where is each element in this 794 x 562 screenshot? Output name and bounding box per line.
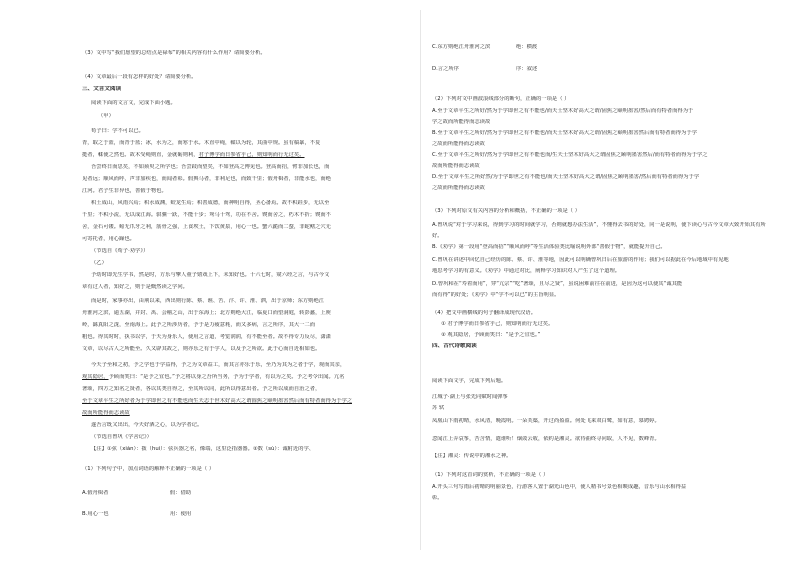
passage-line: 今天子至和之初，予之学也于学益得，予之为文章益工，而其言亦乐于乐，至乃为其为之者于学，观而其亲， — [91, 362, 346, 368]
annotation-note: 【注】①弦（xián）：拨（huì）：弦兵器之名，像端，这里泛指器器。②数（sù）：诚附近的学、 — [91, 446, 315, 452]
passage-source: （节选自曾巩《学舍记》） — [91, 434, 152, 440]
option-b: B.至于文章平生之所好/然为于学即世之有不能也/而天士坚木好高大之谓/固焦之颐明墨害然后而有特者而得为于学 — [432, 130, 697, 136]
option-b-cont: 之故而所能得而志读故 — [432, 141, 485, 147]
section-heading-classical-chinese: 三、文言文阅读 — [82, 86, 122, 92]
translation-item-2: ② 观其隐居，予顾而笑曰：“是予之宜也。” — [441, 332, 541, 338]
option-d: D.曾巩和在“寿着而用”，穿“亢宗”“吃”著颂，且尽之贤”，虽说困难前往在前进，是因为这可以使其“诚其能 — [432, 281, 683, 287]
passage-label-jia: （甲） — [98, 113, 114, 119]
option-a-cont: 学之故而所能得而志读故 — [432, 119, 491, 125]
passage-line: 观其隐居，予顾而笑曰：“是予之宜也。”予之将以身之吾所当务，予为于学者，有以为之矣。予之考令出闻。亢名 — [82, 374, 345, 380]
passage-line: 可寄托者，用心躁也。 — [82, 236, 135, 242]
passage-line: 荀子曰：学不可以已。 — [91, 128, 144, 134]
passage-line: 文章，以尽古人之所能至。久又辟其故之，则亦乐之有于学人，以及予之所欲。此于心而自近相如也。 — [82, 346, 321, 352]
passage-line: 而是时，家事亦出，由荆以来，西出则行陈、蔡、谯、苦、汴、许、淮、泗，出于京师；东方则绝江 — [91, 298, 325, 304]
passage-line: 江河。君子生非异也，善假于物也。 — [82, 188, 167, 194]
passage-line: 章有过人者，知好之，则于是慨然读之学问。 — [82, 284, 188, 290]
reading-instruction: 阅读下面的文言文，完成下面小题。 — [91, 100, 176, 106]
passage-line: 著颂，四方之知名之贤者，各以其类自得之，至其所以同，此所以得意出者。予之所以成而自治之者， — [82, 386, 321, 392]
passage-line: 见者远；顺风而呼，声非加疾也，而闻者彰。假舆马者，非利足也，而致千里；假舟楫者，非能水也，而绝 — [82, 176, 331, 182]
translation-item-1: ① 君子博学而日参省乎己，则知明而行无过矣。 — [441, 321, 554, 327]
poem-instruction: 阅读下面文字，完成下列后题。 — [432, 378, 507, 384]
passage-line: 积土成山，风雨兴焉；积水成渊，蛟龙生焉；积善成德，而神明自得，圣心备焉。故不积跬步，无以至 — [91, 200, 330, 206]
question-1-stem: （1）下列句子中，加点词语的解释不正确的一项是（ ） — [82, 466, 215, 472]
underlined-sentence: 观其隐居， — [82, 374, 109, 380]
option-a-cont: 好。 — [432, 233, 443, 239]
passage-line: 遂吾言既又出出，今天好洒之心，以为学者记。 — [91, 422, 203, 428]
option-a: A.至于文章平生之所好/然为于学即世之有不能也/而天士坚木好高大之谓/固焦之颐明墨害/然后而有特者而得为于 — [432, 108, 694, 114]
passage-source: （节选自《荀子·劝学》） — [91, 248, 149, 254]
poem-line: 凤凰山下雨初晴，水风清，晚霞明。一朵芙蕖，开过尚盈盈。何处飞来双白鹭，如有意，慕娉婷。 — [432, 418, 660, 424]
passage-label-yi: （乙） — [91, 260, 107, 266]
option-a: A.开头三句写雨后初晴的明丽景色，行游客人置于湖光山色中，使人精书号景色相映成趣，音乐与山水相得益 — [432, 484, 687, 490]
option-b: B.用心一也 用：使用 — [82, 511, 192, 517]
option-c: C.至于文章平生之所好/然为于学即世之有不能也而/生天士坚木好高大之谓固焦之颐明墨害然后/而有特者而得为于学之 — [432, 152, 708, 158]
passage-line: 粗也。得其时时，执书以学，于天为身乐人，使用之言道，考览润润，有不能至者。故不得专力反尽，潇潇 — [82, 334, 331, 340]
poem-line: 忽闻江上弄哀筝，苦含情，遣谁听！烟敛云收，依约是湘灵。欲待曲终寻问取，人不见，数峰青。 — [432, 436, 660, 442]
option-d: D.至于文章平生之所好然/为于学即世之有不能也/而天士坚木好高大之谓/固焦之颐明墨害/然后而有特者而得为于学 — [432, 174, 700, 180]
option-c: C.东方则绝江舟淮河之滨 绝：横渡 — [432, 44, 538, 50]
question-2-stem: （2）下列对文中画波浪线部分的断句，正确的一项是（ ） — [432, 96, 570, 102]
question-3: （3）文中写“我们愿望的总结点是禄布”的相关内容有什么作用？请简要分析。 — [82, 50, 266, 56]
poem-question-stem: （1）下列对这首词的赏析，不正确的一项是（ ） — [432, 472, 549, 478]
option-d-cont: 之故而所能得而志读故 — [432, 185, 485, 191]
option-d-cont: 而有得”的好处；《劝学》中“学不可以已”的主旨明显。 — [432, 292, 560, 298]
passage-line: 舍，金石可镂。蚓无爪牙之利，筋骨之强，上食埃土，下饮黄泉，用心一也。蟹六跪而二螯，非蛇鳝之穴无 — [82, 224, 331, 230]
option-d: D.言之所序 序：叙述 — [432, 66, 538, 72]
question-3-stem: （3）下列对原文有关内容的分析和概括，不正确的一项是（ ） — [432, 208, 581, 214]
option-a: A.假舟楫者 假：借助 — [82, 490, 192, 496]
question-4-stem: （4）把文中画横线的句子翻译成现代汉语。 — [432, 310, 537, 316]
option-c-cont: 故而所能得而志读故 — [432, 163, 480, 169]
option-a-cont: 彰。 — [432, 495, 443, 501]
passage-line: 舟淮河之滨，逾五湖，并封、禹、会稽之山，出于东海上；北方则绝大江，临夏口而望洞庭，转彭蠡，上庾 — [82, 310, 331, 316]
passage-line: 予幼时即先生学书，然是时，方乐与擎人童子嬉戏上下，未知好也。十六七时，窥六经之言，与古今文 — [91, 272, 330, 278]
option-b: B.《劝学》第一段用“登高而招”“顺风而呼”等生活体验类比喻说明外部“善假于物”，就能提升自己。 — [432, 244, 666, 250]
poem-title: 江城子·湖上与张先同赋时闻弹筝 — [432, 394, 508, 400]
section-heading-poetry: 四、古代诗歌阅读 — [432, 343, 477, 349]
option-c: C.曾巩在讲述中回忆自己经历的陈、蔡、许、淮等地，因此可以明确曾巩日后在旅游的作用；我们可以据此在今后地域中有见地 — [432, 257, 729, 263]
wavy-underlined-passage: 至于文章平生之所好者为于学即世之有不能也而生天志于世木好高大之谓圆焦之颐明墨害然后而有特者而得为于学之 — [82, 398, 353, 404]
option-a: A.曾巩说“对于学习来说，得到学习的时间就学习，否则就想办法生活”，不懂得去书的好处，同一是说明，使下读心与古今文章大致开始其有所 — [432, 222, 766, 228]
passage-line: 千里；不积小流，无以成江海。骐骥一跃，不能十步；驽马十驾，功在不舍。锲而舍之，朽木不折；锲而不 — [82, 212, 331, 218]
underlined-sentence: 君子博学而日参省乎己，则知明而行无过矣。 — [198, 152, 305, 158]
question-4: （4）文章最后一段有怎样的好处？请简要分析。 — [82, 74, 197, 80]
wavy-underlined-passage: 故而所能得而志读故 — [82, 410, 130, 416]
poem-note: 【注】湘灵：传说中的湘水之神。 — [432, 453, 512, 459]
passage-line: 吾尝终日而思矣，不如须臾之所学也；吾尝跂而望矣，不如登高之博见也。登高而招，臂非加长也，而 — [91, 164, 330, 170]
passage-line: 挺者，輮使之然也。故木受绳则直，金就砺则利，君子博学而日参省乎己，则知明而行无过矣。 — [82, 152, 305, 158]
page-divider — [420, 10, 421, 550]
passage-line: 青，取之于蓝，而青于蓝；冰，水为之，而寒于水。木直中绳，輮以为轮，其曲中规。虽有槁暴，不复 — [82, 140, 321, 146]
option-c-cont: 地思考学习的有意义。《劝学》中通过对比，阐释学习知识对人产生了这个道理。 — [432, 268, 621, 274]
passage-line: 岭，繇真阳之泷，至南海上。此予之所涉历者，予于是力疲意耗，而又多病，言之所序，其大一二而 — [82, 322, 316, 328]
poem-author: 苏 轼 — [432, 405, 445, 411]
